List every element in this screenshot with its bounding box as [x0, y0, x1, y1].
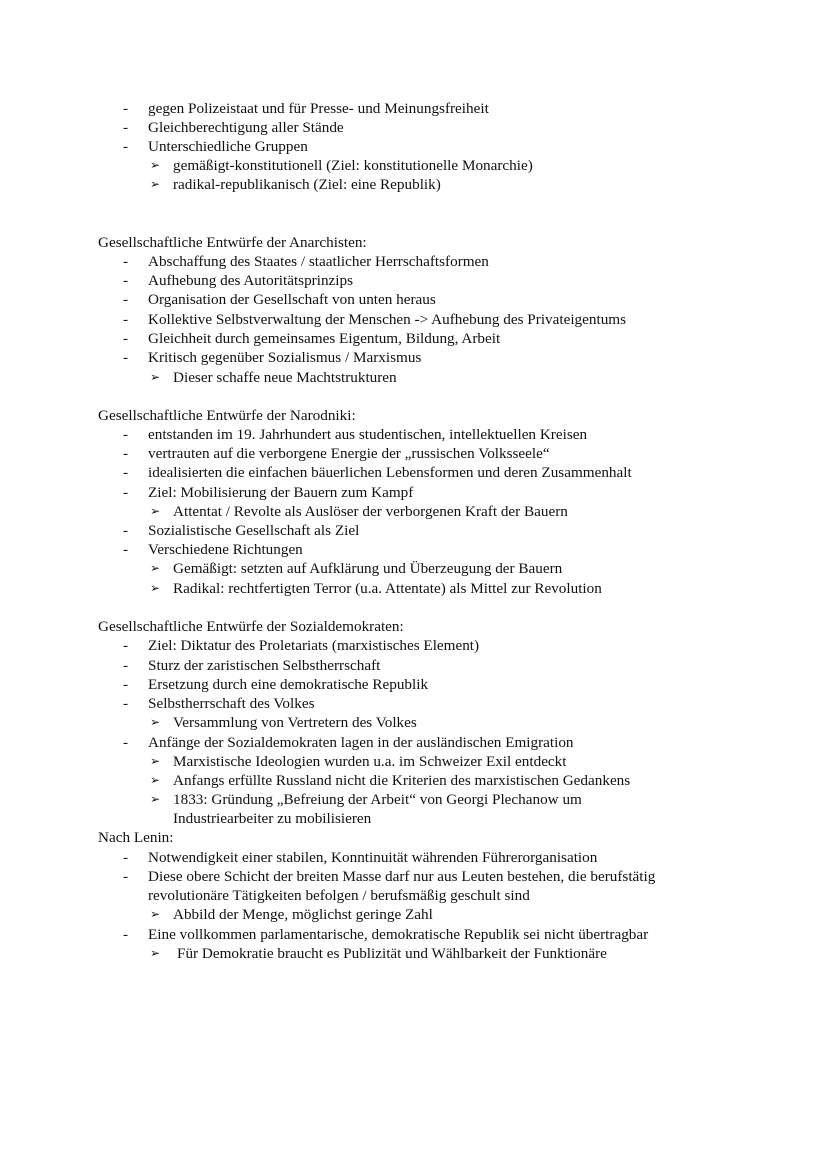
dash-bullet: -: [123, 253, 129, 270]
arrow-bullet-icon: ➢: [150, 504, 161, 518]
dash-bullet: -: [123, 311, 129, 328]
sub-list-item: Marxistische Ideologien wurden u.a. im Schweizer Exil entdeckt: [173, 753, 567, 770]
dash-bullet: -: [123, 464, 129, 481]
section-heading-sozialdemokraten: Gesellschaftliche Entwürfe der Sozialdemokraten:: [98, 618, 404, 635]
dash-bullet: -: [123, 849, 129, 866]
arrow-bullet-icon: ➢: [150, 773, 161, 787]
sub-list-item: Abbild der Menge, möglichst geringe Zahl: [173, 906, 433, 923]
sub-list-item: Versammlung von Vertretern des Volkes: [173, 714, 417, 731]
list-item: Notwendigkeit einer stabilen, Konntinuität währenden Führerorganisation: [148, 849, 598, 866]
sub-list-item: Anfangs erfüllte Russland nicht die Kriterien des marxistischen Gedankens: [173, 772, 631, 789]
arrow-bullet-icon: ➢: [150, 177, 161, 191]
list-item: vertrauten auf die verborgene Energie der „russischen Volksseele“: [148, 445, 550, 462]
list-item: Ersetzung durch eine demokratische Republik: [148, 676, 429, 693]
list-item: gegen Polizeistaat und für Presse- und Meinungsfreiheit: [148, 100, 489, 117]
sub-list-item: radikal-republikanisch (Ziel: eine Republik): [173, 176, 441, 193]
sub-list-item: Attentat / Revolte als Auslöser der verborgenen Kraft der Bauern: [173, 503, 568, 520]
dash-bullet: -: [123, 272, 129, 289]
dash-bullet: -: [123, 734, 129, 751]
dash-bullet: -: [123, 445, 129, 462]
arrow-bullet-icon: ➢: [150, 561, 161, 575]
arrow-bullet-icon: ➢: [150, 792, 161, 806]
list-item: Eine vollkommen parlamentarische, demokratische Republik sei nicht übertragbar: [148, 926, 649, 943]
arrow-bullet-icon: ➢: [150, 946, 161, 960]
dash-bullet: -: [123, 330, 129, 347]
list-item: entstanden im 19. Jahrhundert aus studentischen, intellektuellen Kreisen: [148, 426, 588, 443]
sub-list-item: Dieser schaffe neue Machtstrukturen: [173, 369, 397, 386]
dash-bullet: -: [123, 138, 129, 155]
list-item: Selbstherrschaft des Volkes: [148, 695, 315, 712]
dash-bullet: -: [123, 676, 129, 693]
dash-bullet: -: [123, 637, 129, 654]
sub-list-item: 1833: Gründung „Befreiung der Arbeit“ von Georgi Plechanow um: [173, 791, 582, 808]
dash-bullet: -: [123, 484, 129, 501]
dash-bullet: -: [123, 426, 129, 443]
list-item: idealisierten die einfachen bäuerlichen Lebensformen und deren Zusammenhalt: [148, 464, 632, 481]
dash-bullet: -: [123, 522, 129, 539]
sub-list-item: Radikal: rechtfertigten Terror (u.a. Attentate) als Mittel zur Revolution: [173, 580, 602, 597]
list-item: Diese obere Schicht der breiten Masse darf nur aus Leuten bestehen, die berufstätig: [148, 868, 656, 885]
dash-bullet: -: [123, 926, 129, 943]
sub-list-item: Für Demokratie braucht es Publizität und Wählbarkeit der Funktionäre: [177, 945, 607, 962]
section-heading-narodniki: Gesellschaftliche Entwürfe der Narodniki:: [98, 407, 356, 424]
dash-bullet: -: [123, 291, 129, 308]
list-item: Anfänge der Sozialdemokraten lagen in der ausländischen Emigration: [148, 734, 574, 751]
list-item: Kritisch gegenüber Sozialismus / Marxismus: [148, 349, 422, 366]
list-item: Sozialistische Gesellschaft als Ziel: [148, 522, 360, 539]
arrow-bullet-icon: ➢: [150, 158, 161, 172]
list-item: Verschiedene Richtungen: [148, 541, 303, 558]
dash-bullet: -: [123, 868, 129, 885]
arrow-bullet-icon: ➢: [150, 581, 161, 595]
dash-bullet: -: [123, 695, 129, 712]
list-item: Aufhebung des Autoritätsprinzips: [148, 272, 354, 289]
sub-list-item: Gemäßigt: setzten auf Aufklärung und Überzeugung der Bauern: [173, 560, 563, 577]
section-heading-anarchisten: Gesellschaftliche Entwürfe der Anarchisten:: [98, 234, 367, 251]
list-item: Kollektive Selbstverwaltung der Menschen -> Aufhebung des Privateigentums: [148, 311, 627, 328]
list-item: Gleichheit durch gemeinsames Eigentum, Bildung, Arbeit: [148, 330, 501, 347]
dash-bullet: -: [123, 541, 129, 558]
arrow-bullet-icon: ➢: [150, 754, 161, 768]
dash-bullet: -: [123, 657, 129, 674]
list-item: Abschaffung des Staates / staatlicher Herrschaftsformen: [148, 253, 489, 270]
section-heading-lenin: Nach Lenin:: [98, 829, 174, 846]
dash-bullet: -: [123, 349, 129, 366]
arrow-bullet-icon: ➢: [150, 715, 161, 729]
list-item: Unterschiedliche Gruppen: [148, 138, 308, 155]
arrow-bullet-icon: ➢: [150, 907, 161, 921]
dash-bullet: -: [123, 119, 129, 136]
sub-list-item: gemäßigt-konstitutionell (Ziel: konstitutionelle Monarchie): [173, 157, 533, 174]
list-item: Ziel: Mobilisierung der Bauern zum Kampf: [148, 484, 414, 501]
list-item-continuation: revolutionäre Tätigkeiten befolgen / berufsmäßig geschult sind: [148, 887, 530, 904]
dash-bullet: -: [123, 100, 129, 117]
list-item: Gleichberechtigung aller Stände: [148, 119, 344, 136]
arrow-bullet-icon: ➢: [150, 370, 161, 384]
list-item: Organisation der Gesellschaft von unten heraus: [148, 291, 436, 308]
list-item: Ziel: Diktatur des Proletariats (marxistisches Element): [148, 637, 480, 654]
sub-list-item-continuation: Industriearbeiter zu mobilisieren: [173, 810, 372, 827]
list-item: Sturz der zaristischen Selbstherrschaft: [148, 657, 381, 674]
